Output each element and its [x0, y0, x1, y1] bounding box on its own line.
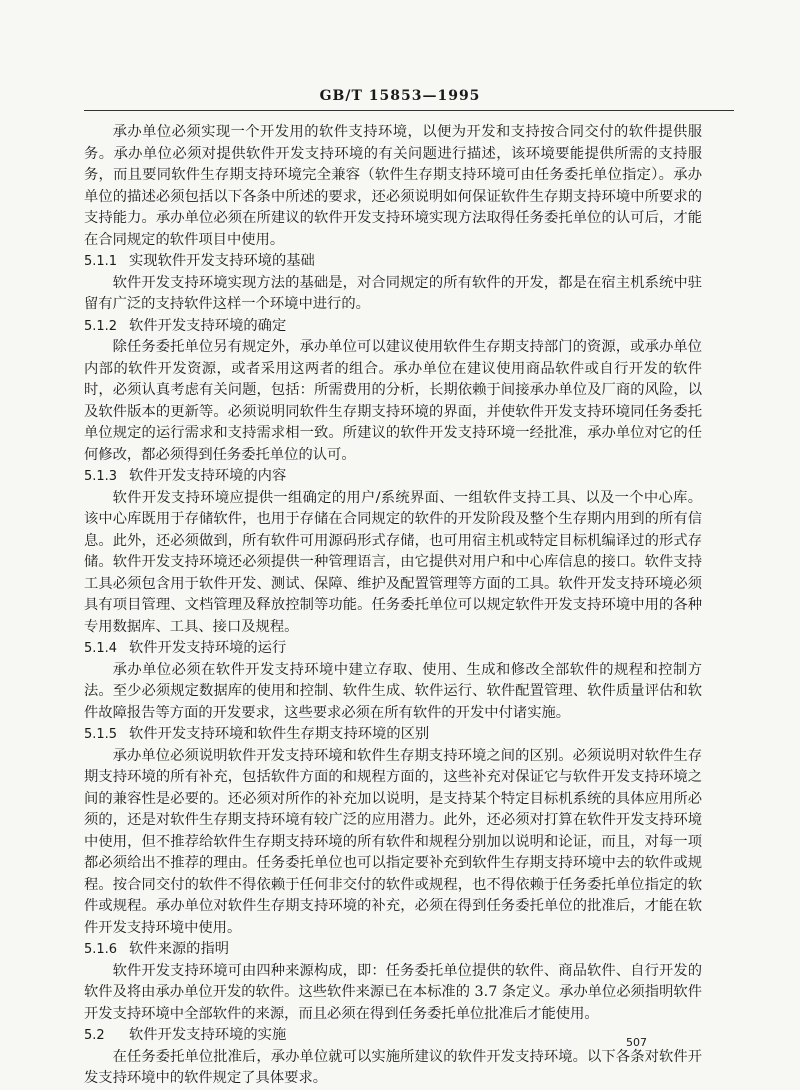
section-heading — [84, 724, 702, 746]
section-5-1-6 — [84, 939, 702, 1025]
standard-code-header: GB/T 15853—1995 — [319, 88, 481, 104]
section-title: 实现软件开发支持环境的基础 — [129, 253, 315, 269]
section-heading — [84, 316, 702, 338]
section-5-1-2 — [84, 316, 702, 467]
section-number: 5.2 — [84, 1028, 105, 1043]
section-body: 承办单位必须说明软件开发支持环境和软件生存期支持环境之间的区别。必须说明对软件生存期支持环境的所有补充，包括软件方面的和规程方面的，这些补充对保证它与软件开发支持环境之间的兼容性是必要的。还必须对所作的补充加以说明，是支持某个特定目标机系统的具体应用所必须的，还是对软件生存期支持环境有较广泛的应用潜力。此外，还必须对打算在软件开发支持环境中使用，但不推荐给软件生存期支持环境的所有软件和规程分别加以说明和论证，而且，对每一项都必须给出不推荐的理由。任务委托单位也可以指定要补充到软件生存期支持环境中去的软件或规程。按合同交付的软件不得依赖于任何非交付的软件或规程，也不得依赖于任务委托单位指定的软件或规程。承办单位对软件生存期支持环境的补充，必须在得到任务委托单位的批准后，才能在软件开发支持环境中使用。 — [84, 747, 702, 936]
section-title: 软件开发支持环境的运行 — [129, 640, 287, 656]
page-number: 507 — [626, 1036, 647, 1049]
section-5-2 — [84, 1025, 702, 1090]
section-5-1-4 — [84, 638, 702, 724]
section-heading — [84, 638, 702, 660]
section-heading — [84, 466, 702, 488]
section-body: 承办单位必须在软件开发支持环境中建立存取、使用、生成和修改全部软件的规程和控制方法。至少必须规定数据库的使用和控制、软件生成、软件运行、软件配置管理、软件质量评估和软件故障报告等方面的开发要求，这些要求必须在所有软件的开发中付诸实施。 — [84, 661, 702, 721]
section-body: 软件开发支持环境实现方法的基础是，对合同规定的所有软件的开发，都是在宿主机系统中驻留有广泛的支持软件这样一个环境中进行的。 — [84, 274, 702, 312]
section-title: 软件开发支持环境的内容 — [129, 468, 287, 484]
section-5-1-5 — [84, 724, 702, 939]
document-body — [84, 122, 702, 1090]
section-heading — [84, 251, 702, 273]
section-number: 5.1.2 — [84, 318, 118, 334]
section-body: 除任务委托单位另有规定外，承办单位可以建议使用软件生存期支持部门的资源，或承办单位内部的软件开发资源，或者采用这两者的组合。承办单位在建议使用商品软件或自行开发的软件时，必须认真考虑有关问题，包括：所需费用的分析，长期依赖于间接承办单位及厂商的风险，以及软件版本的更新等。必须说明同软件生存期支持环境的界面，并使软件开发支持环境同任务委托单位规定的运行需求和支持需求相一致。所建议的软件开发支持环境一经批准，承办单位对它的任何修改，都必须得到任务委托单位的认可。 — [84, 339, 702, 463]
section-body: 软件开发支持环境应提供一组确定的用户/系统界面、一组软件支持工具、以及一个中心库。该中心库既用于存储软件，也用于存储在合同规定的软件的开发阶段及整个生存期内用到的所有信息。此外，还必须做到，所有软件可用源码形式存储，也可用宿主机或特定目标机编译过的形式存储。软件开发支持环境还必须提供一种管理语言，由它提供对用户和中心库信息的接口。软件支持工具必须包含用于软件开发、测试、保障、维护及配置管理等方面的工具。软件开发支持环境必须具有项目管理、文档管理及释放控制等功能。任务委托单位可以规定软件开发支持环境中用的各种专用数据库、工具、接口及规程。 — [84, 489, 702, 635]
section-heading — [84, 939, 702, 961]
section-title: 软件来源的指明 — [129, 941, 230, 957]
section-5-1-1 — [84, 251, 702, 316]
section-number: 5.1.4 — [84, 641, 118, 656]
section-number: 5.1.1 — [84, 254, 118, 269]
section-title: 软件开发支持环境和软件生存期支持环境的区别 — [129, 726, 430, 742]
header-rule — [84, 110, 734, 111]
section-heading — [84, 1025, 702, 1047]
section-number: 5.1.3 — [84, 469, 118, 484]
intro-paragraph: 承办单位必须实现一个开发用的软件支持环境，以便为开发和支持按合同交付的软件提供服务。承办单位必须对提供软件开发支持环境的有关问题进行描述，该环境要能提供所需的支持服务，而且要同软件生存期支持环境完全兼容（软件生存期支持环境可由任务委托单位指定）。承办单位的描述必须包括以下各条中所述的要求，还必须说明如何保证软件生存期支持环境中所要求的支持能力。承办单位必须在所建议的软件开发支持环境实现方法取得任务委托单位的认可后，才能在合同规定的软件项目中使用。 — [84, 124, 702, 248]
section-body: 在任务委托单位批准后，承办单位就可以实施所建议的软件开发支持环境。以下各条对软件开发支持环境中的软件规定了具体要求。 — [84, 1048, 702, 1086]
section-5-1-3 — [84, 466, 702, 638]
section-title: 软件开发支持环境的实施 — [129, 1027, 287, 1043]
section-number: 5.1.6 — [84, 942, 118, 957]
section-body: 软件开发支持环境可由四种来源构成，即：任务委托单位提供的软件、商品软件、自行开发的软件及将由承办单位开发的软件。这些软件来源已在本标准的 3.7 条定义。承办单位必须指明软件开发支持环境中全部软件的来源，而且必须在得到任务委托单位批准后才能使用。 — [84, 962, 702, 1022]
section-title: 软件开发支持环境的确定 — [129, 317, 287, 334]
section-number: 5.1.5 — [84, 727, 118, 742]
